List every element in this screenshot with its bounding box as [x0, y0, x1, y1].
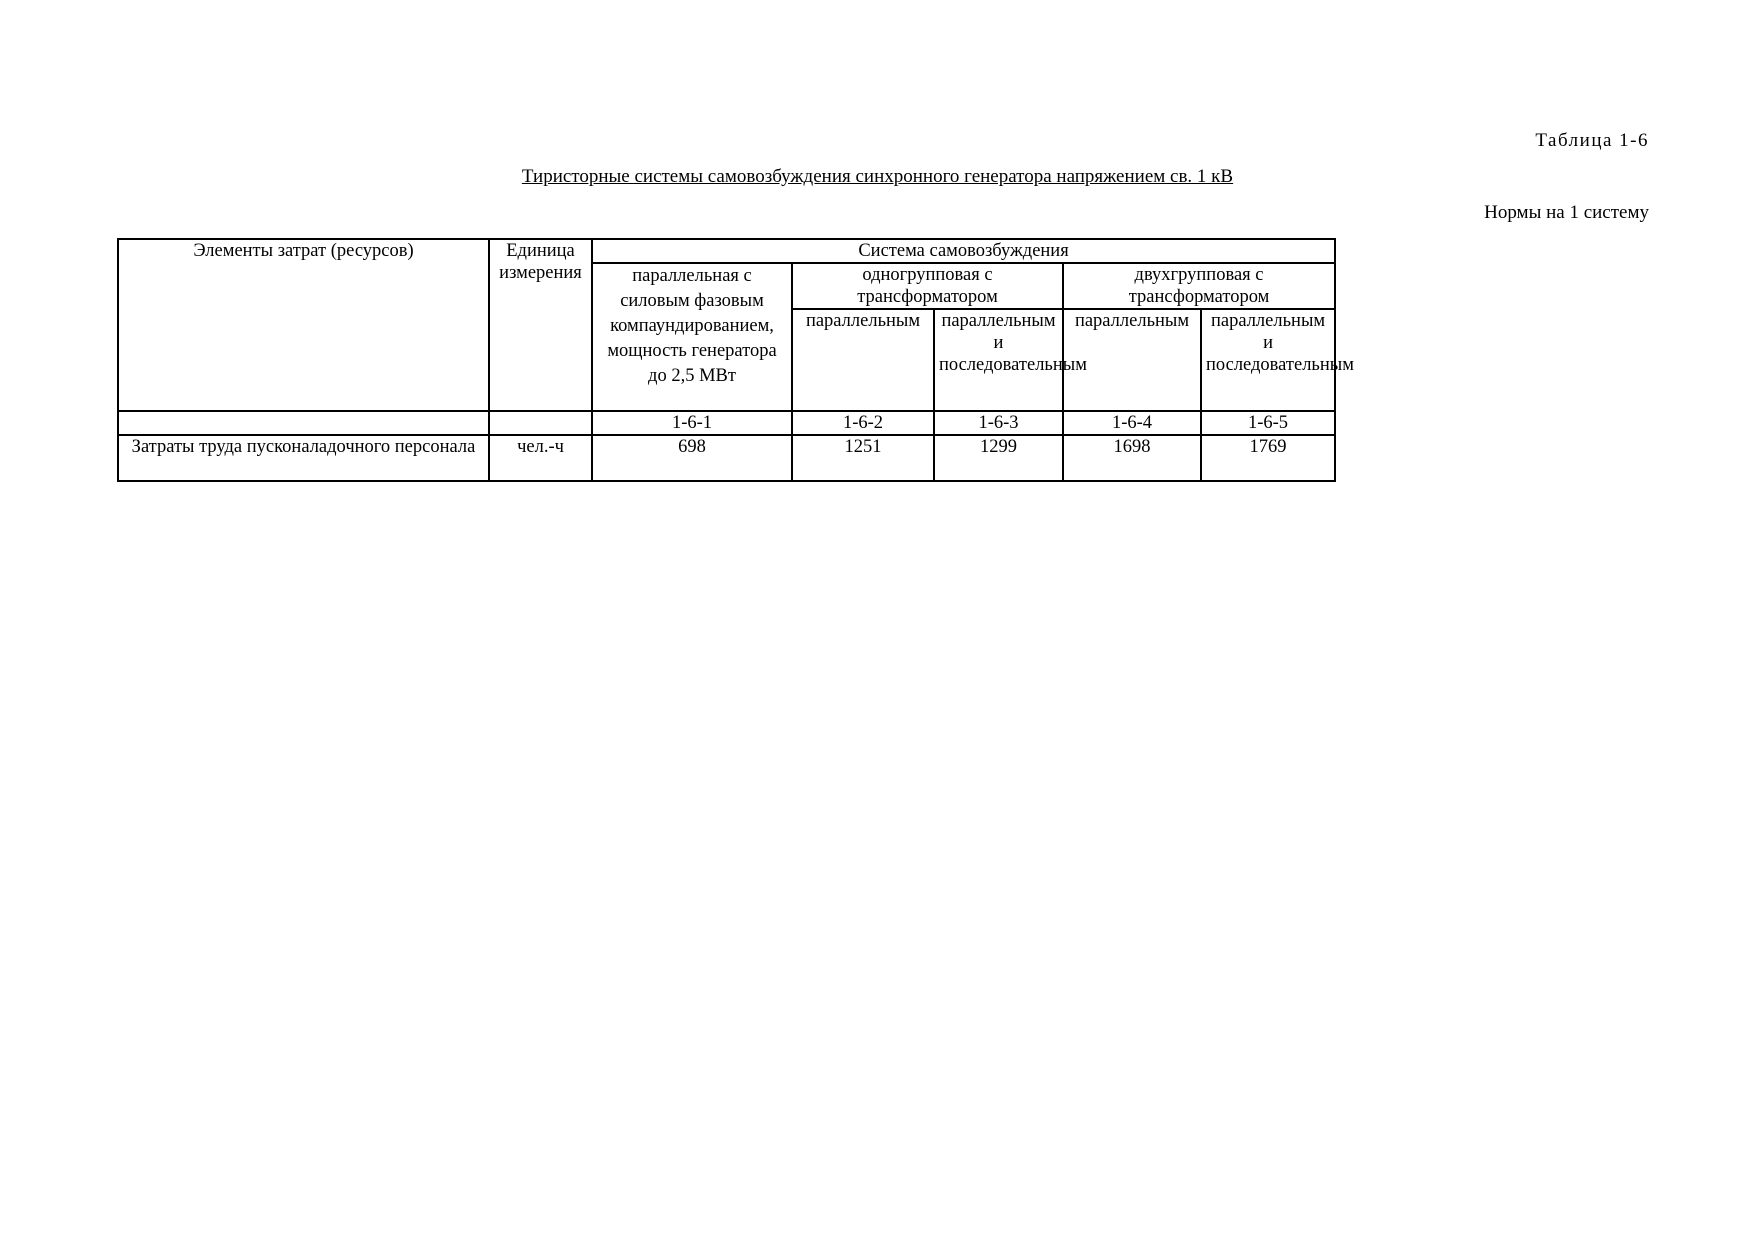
row-unit: чел.-ч [489, 435, 592, 481]
column-header-parallel-compound: параллельная с силовым фазовым компаундированием, мощность генератора до 2,5 МВт [592, 263, 792, 411]
code-cell-empty [118, 411, 489, 435]
norm-code: 1-6-4 [1063, 411, 1201, 435]
row-value: 1251 [792, 435, 934, 481]
table-number: Таблица 1-6 [1535, 130, 1649, 151]
row-value: 1698 [1063, 435, 1201, 481]
column-group-header-system: Система самовозбуждения [592, 239, 1335, 263]
norm-code: 1-6-5 [1201, 411, 1335, 435]
column-subheader-parallel-serial: параллельным и последовательным [1201, 309, 1335, 411]
column-subheader-parallel-serial: параллельным и последовательным [934, 309, 1063, 411]
column-group-header-double-group: двухгрупповая с трансформатором [1063, 263, 1335, 309]
norms-table [117, 238, 1354, 482]
column-header-elements: Элементы затрат (ресурсов) [118, 239, 489, 411]
column-header-unit: Единица измерения [489, 239, 592, 411]
code-row [118, 411, 1335, 435]
table-row [118, 435, 1335, 481]
code-cell-empty [489, 411, 592, 435]
row-label: Затраты труда пусконаладочного персонала [118, 435, 489, 481]
row-value: 1299 [934, 435, 1063, 481]
norm-note: Нормы на 1 систему [1484, 202, 1649, 223]
column-subheader-parallel: параллельным [792, 309, 934, 411]
table-title: Тиристорные системы самовозбуждения синхронного генератора напряжением св. 1 кВ [521, 166, 1234, 187]
row-value: 1769 [1201, 435, 1335, 481]
column-group-header-single-group: одногрупповая с трансформатором [792, 263, 1063, 309]
norm-code: 1-6-3 [934, 411, 1063, 435]
norm-code: 1-6-1 [592, 411, 792, 435]
header-row-1 [118, 239, 1335, 263]
column-subheader-parallel: параллельным [1063, 309, 1201, 411]
norm-code: 1-6-2 [792, 411, 934, 435]
row-value: 698 [592, 435, 792, 481]
